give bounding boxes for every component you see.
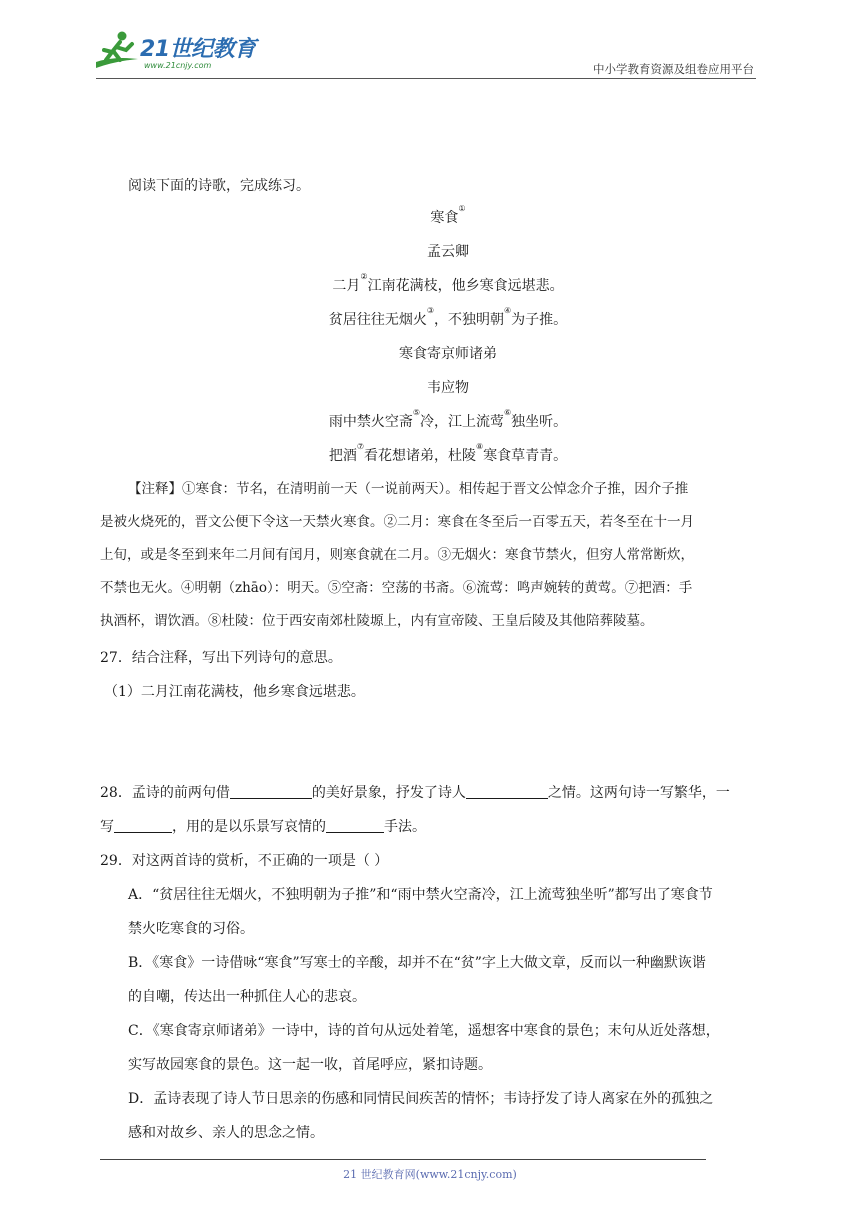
poem-text: ，不独明朝 bbox=[434, 312, 504, 328]
poem-text: 二月 bbox=[332, 278, 361, 294]
runner-logo-icon bbox=[92, 28, 142, 72]
poem-text: 寒食草青青。 bbox=[483, 448, 568, 464]
q28-text: ，用的是以乐景写哀情的 bbox=[172, 819, 326, 835]
poem1-title-text: 寒食 bbox=[430, 210, 459, 226]
q29-option-a-line1[interactable]: A．“贫居往往无烟火，不独明朝为子推”和“雨中禁火空斋冷，江上流莺独坐听”都写出了寒食节 bbox=[128, 887, 713, 903]
header-divider bbox=[96, 78, 756, 79]
poem1-line1 bbox=[128, 272, 768, 295]
q28-line1 bbox=[100, 782, 730, 802]
q29-option-c-line2: 实写故园寒食的景色。这一起一收，首尾呼应，紧扣诗题。 bbox=[128, 1057, 492, 1073]
note-ref: ⑥ bbox=[504, 408, 512, 417]
q29-option-a-line2: 禁火吃寒食的习俗。 bbox=[128, 921, 254, 937]
note-ref: ② bbox=[360, 272, 368, 281]
notes-line-4: 不禁也无火。④明朝（zhāo）：明天。⑤空斋：空荡的书斋。⑥流莺：鸣声婉转的黄莺。⑦把酒：手 bbox=[100, 580, 693, 596]
poem1-line2 bbox=[128, 306, 768, 329]
intro-text: 阅读下面的诗歌，完成练习。 bbox=[128, 178, 310, 194]
answer-blank-3[interactable] bbox=[114, 817, 172, 833]
poem-text: 雨中禁火空斋 bbox=[328, 414, 413, 430]
note-ref: ⑤ bbox=[412, 408, 420, 417]
q29-option-b-line2: 的自嘲，传达出一种抓住人心的悲哀。 bbox=[128, 989, 366, 1005]
poem-text: 看花想诸弟，杜陵 bbox=[364, 448, 476, 464]
note-ref: ⑧ bbox=[476, 442, 484, 451]
q29-option-c-line1[interactable]: C．《寒食寄京师诸弟》一诗中，诗的首句从远处着笔，遥想客中寒食的景色；末句从近处落想， bbox=[128, 1023, 720, 1039]
q28-line2 bbox=[100, 816, 426, 836]
poem2-title: 寒食寄京师诸弟 bbox=[399, 346, 497, 362]
platform-name: 中小学教育资源及组卷应用平台 bbox=[593, 62, 754, 76]
footer-text: 21 世纪教育网(www.21cnjy.com) bbox=[343, 1168, 517, 1181]
answer-blank-2[interactable] bbox=[466, 783, 548, 799]
q28-text: 手法。 bbox=[384, 819, 426, 835]
poem-text: 冷，江上流莺 bbox=[420, 414, 504, 430]
notes-line-2: 是被火烧死的，晋文公便下令这一天禁火寒食。②二月：寒食在冬至后一百零五天，若冬至在十一月 bbox=[100, 514, 694, 530]
q29-option-d-line1[interactable]: D．孟诗表现了诗人节日思亲的伤感和同情民间疾苦的情怀；韦诗抒发了诗人离家在外的孤独之 bbox=[128, 1091, 714, 1107]
poem-text: 贫居往往无烟火 bbox=[328, 312, 427, 328]
logo bbox=[92, 28, 262, 78]
q29-option-d-line2: 感和对故乡、亲人的思念之情。 bbox=[128, 1125, 324, 1141]
poem-text: 江南花满枝，他乡寒食远堪悲。 bbox=[367, 278, 564, 294]
poem2-line1 bbox=[128, 408, 768, 431]
answer-blank-1[interactable] bbox=[230, 783, 312, 799]
q28-text: 28．孟诗的前两句借 bbox=[100, 785, 230, 801]
logo-text: 21世纪教育 bbox=[140, 37, 256, 62]
notes-line-1: 【注释】①寒食：节名，在清明前一天（一说前两天）。相传起于晋文公悼念介子推，因介子推 bbox=[128, 481, 689, 497]
note-ref: ③ bbox=[426, 306, 434, 315]
q28-text: 之情。这两句诗一写繁华，一 bbox=[547, 785, 730, 801]
q28-text: 写 bbox=[100, 819, 114, 835]
notes-line-3: 上旬，或是冬至到来年二月间有闰月，则寒食就在二月。③无烟火：寒食节禁火，但穷人常常断炊， bbox=[100, 547, 694, 563]
q29-option-b-line1[interactable]: B．《寒食》一诗借咏“寒食”写寒士的辛酸，却并不在“贫”字上大做文章，反而以一种幽默诙谐 bbox=[128, 955, 706, 971]
note-ref: ① bbox=[458, 204, 466, 213]
logo-url: www.21cnjy.com bbox=[144, 61, 212, 70]
note-ref: ④ bbox=[504, 306, 512, 315]
poem-text: 为子推。 bbox=[511, 312, 568, 328]
poem1-title bbox=[128, 204, 768, 227]
page-header bbox=[0, 0, 860, 80]
poem1-author: 孟云卿 bbox=[427, 244, 469, 260]
q29-stem: 29．对这两首诗的赏析，不正确的一项是（ ） bbox=[100, 853, 389, 869]
notes-line-5: 执酒杯，谓饮酒。⑧杜陵：位于西安南郊杜陵塬上，内有宣帝陵、王皇后陵及其他陪葬陵墓。 bbox=[100, 613, 654, 629]
poem-text: 独坐听。 bbox=[511, 414, 568, 430]
q27-stem: 27．结合注释，写出下列诗句的意思。 bbox=[100, 650, 342, 666]
note-ref: ⑦ bbox=[356, 442, 364, 451]
q27-sub1: （1）二月江南花满枝，他乡寒食远堪悲。 bbox=[104, 684, 365, 700]
answer-blank-4[interactable] bbox=[326, 817, 384, 833]
poem2-line2 bbox=[128, 442, 768, 465]
q28-text: 的美好景象，抒发了诗人 bbox=[311, 785, 466, 801]
poem2-author: 韦应物 bbox=[427, 380, 469, 396]
footer-divider bbox=[100, 1159, 706, 1160]
poem-text: 把酒 bbox=[328, 448, 357, 464]
